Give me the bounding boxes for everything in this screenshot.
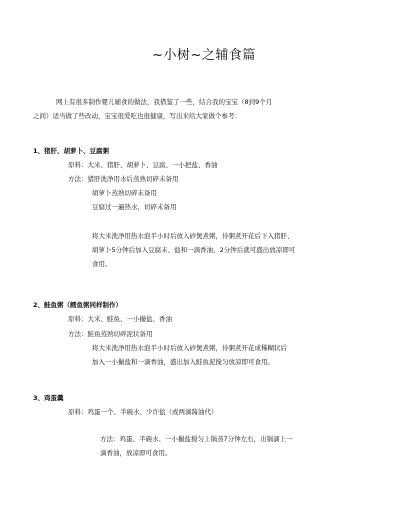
section-1-heading: 1、猪肝、胡萝卜、豆腐粥 [33,147,110,155]
section-2-ingredients: 原料：大米、鲑鱼、一小撮盐、香油 [68,315,172,323]
section-3-final-line: 滴香油，放凉即可食用。 [100,449,172,457]
section-1-final-line: 胡萝卜5分钟后加入豆腐末、盐和一滴香油，2分钟后就可盛出放凉即可 [92,246,296,254]
document-title: ~小树~之辅食篇 [152,48,256,63]
section-2-final-line: 将大米洗净用热水泡半小时后放入砂煲煮粥，待粥煮开花成稀糊状后 [92,344,287,352]
section-2-method: 方法：鲑鱼蒸熟切碎泥状备用 [68,330,153,338]
intro-line-1: 网上有很多制作婴儿辅食的做法，我借鉴了一些，结合我的宝宝（8到9个月 [56,98,273,106]
section-3-ingredients: 原料：鸡蛋一个、半碗水、少许盐（或两滴酱油代） [68,408,218,416]
section-1-method-line: 胡萝卜蒸熟切碎末备用 [92,189,157,197]
section-2-heading: 2、鲑鱼粥（鳕鱼粥同样制作） [33,301,123,309]
section-3-final-line: 方法：鸡蛋、半碗水、一小撮盐搅匀上锅蒸7分钟左右，出锅滴上一 [100,435,293,443]
intro-line-2: 之间）适当做了些改动，宝宝很爱吃也很健康，写出来给大家做个参考： [33,112,241,120]
section-1-final-line: 将大米洗净用热水泡半小时后放入砂煲煮粥，待粥煮开花后下入猪肝、 [92,232,294,240]
section-1-method-line: 豆腐过一遍热水，切碎末备用 [92,203,177,211]
section-1-ingredients: 原料：大米、猪肝、胡萝卜、豆腐、一小把盐、香油 [68,161,218,169]
section-1-method: 方法：猪肝洗净用水后蒸熟切碎末备用 [68,175,179,183]
section-3-heading: 3、鸡蛋羹 [33,394,64,402]
section-2-final-line: 加入一小撮盐和一滴香油，盛出加入鲑鱼泥搅匀放凉即可食用。 [92,358,274,366]
section-1-final-line: 食用。 [92,260,112,268]
